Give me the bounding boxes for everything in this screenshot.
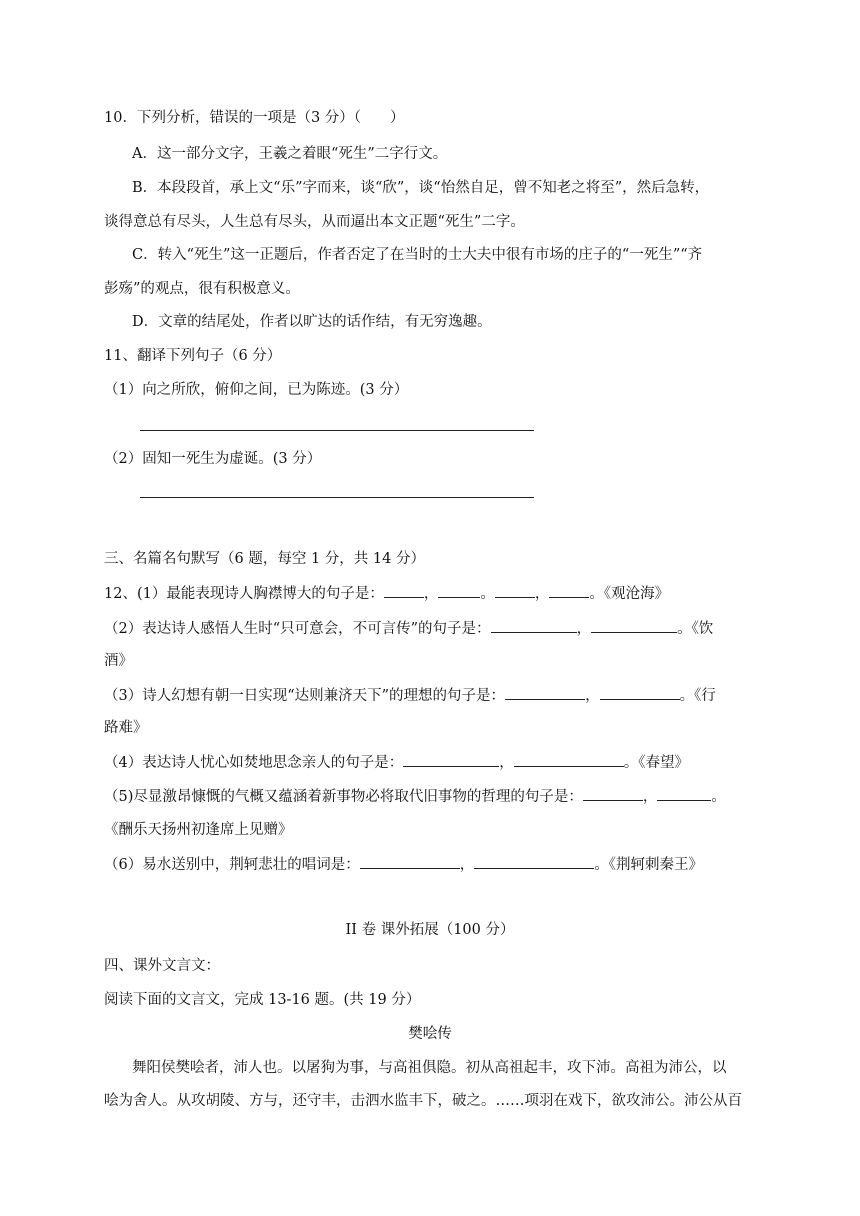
period: 。 — [711, 789, 726, 805]
q11-answer-line-2[interactable] — [140, 497, 534, 498]
q10-option-b-line1: B．本段段首，承上文“乐”字而来，谈“欣”，谈“怡然自足，曾不知老之将至”，然后急转， — [132, 180, 710, 196]
period: 。 — [677, 621, 692, 637]
q12-item-5-prompt: （5)尽显激昂慷慨的气概又蕴涵着新事物必将取代旧事物的哲理的句子是： — [104, 789, 583, 805]
period: 。 — [594, 857, 609, 873]
q12-item-1-blank-2[interactable] — [438, 583, 480, 598]
q12-item-3-prompt: （3）诗人幻想有朝一日实现“达则兼济天下”的理想的句子是： — [104, 688, 506, 704]
period: 。 — [679, 688, 695, 704]
comma: ， — [423, 586, 439, 602]
comma: ， — [499, 755, 514, 771]
q12-item-2 — [104, 618, 713, 639]
q12-item-4-blank-1[interactable] — [403, 752, 499, 767]
q12-item-4-blank-2[interactable] — [514, 752, 624, 767]
q12-item-5-source: 《酬乐天扬州初逢席上见赠》 — [104, 822, 293, 838]
q12-item-3-blank-2[interactable] — [600, 685, 680, 700]
q12-item-5-blank-1[interactable] — [583, 786, 643, 801]
section4-intro: 阅读下面的文言文，完成 13-16 题。(共 19 分） — [104, 992, 421, 1008]
comma: ， — [576, 621, 592, 637]
passage-title: 樊哙传 — [408, 1026, 452, 1042]
q12-item-1-blank-4[interactable] — [549, 583, 589, 598]
q10-option-c-line2: 彭殇”的观点，很有积极意义。 — [104, 281, 300, 297]
q12-item-5-blank-2[interactable] — [657, 786, 711, 801]
q12-item-3 — [104, 685, 716, 706]
q12-item-4 — [104, 752, 689, 773]
q12-item-2-source: 《饮 — [691, 621, 714, 637]
comma: ， — [534, 586, 550, 602]
part2-title: II 卷 课外拓展（100 分） — [345, 922, 515, 938]
q12-item-6-source: 《荆轲刺秦王》 — [608, 857, 703, 873]
q12-item-1-blank-3[interactable] — [495, 583, 535, 598]
q12-item-6-blank-1[interactable] — [360, 854, 460, 869]
passage-line-1: 舞阳侯樊哙者，沛人也。以屠狗为事，与高祖俱隐。初从高祖起丰，攻下沛。高祖为沛公，以 — [132, 1060, 727, 1076]
q12-item-1-prompt: 12、(1）最能表现诗人胸襟博大的句子是： — [104, 586, 384, 602]
q10-option-a: A．这一部分文字，王羲之着眼“死生”二字行文。 — [132, 146, 448, 162]
q12-item-2-blank-1[interactable] — [491, 618, 577, 633]
q10-option-c-line1: C．转入“死生”这一正题后，作者否定了在当时的士大夫中很有市场的庄子的“一死生”“齐 — [132, 247, 703, 263]
q12-item-5 — [104, 786, 726, 807]
q12-item-3-source: 《行 — [694, 688, 716, 704]
q10-option-d: D．文章的结尾处，作者以旷达的话作结，有无穷逸趣。 — [132, 314, 492, 330]
q12-item-2-prompt: （2）表达诗人感悟人生时“只可意会，不可言传”的句子是： — [104, 621, 491, 637]
q11-sentence-2: （2）固知一死生为虚诞。(3 分） — [104, 451, 322, 467]
q11-answer-line-1[interactable] — [140, 430, 534, 431]
q10-stem: 10．下列分析，错误的一项是（3 分）（ ） — [104, 110, 405, 126]
section3-title: 三、名篇名句默写（6 题，每空 1 分，共 14 分） — [104, 551, 425, 567]
comma: ， — [642, 789, 658, 805]
period: 。 — [623, 755, 639, 771]
q12-item-1-source: 《观沧海》 — [603, 586, 670, 602]
comma: ， — [585, 688, 600, 704]
q11-sentence-1: （1）向之所欣，俯仰之间，已为陈迹。(3 分） — [104, 382, 409, 398]
q12-item-6-blank-2[interactable] — [474, 854, 594, 869]
q12-item-3-blank-1[interactable] — [505, 685, 585, 700]
comma: ， — [459, 857, 475, 873]
q12-item-1 — [104, 583, 669, 604]
q12-item-4-prompt: （4）表达诗人忧心如焚地思念亲人的句子是： — [104, 755, 404, 771]
q12-item-2-blank-2[interactable] — [591, 618, 677, 633]
q12-item-1-blank-1[interactable] — [384, 583, 424, 598]
section4-title: 四、课外文言文： — [104, 958, 220, 974]
q11-stem: 11、翻译下列句子（6 分） — [104, 348, 282, 364]
q12-item-2-source-cont: 酒》 — [104, 653, 133, 669]
q12-item-6-prompt: （6）易水送别中，荆轲悲壮的唱词是： — [104, 857, 360, 873]
q12-item-6 — [104, 854, 703, 875]
passage-line-2: 哙为舍人。从攻胡陵、方与，还守丰，击泗水监丰下，破之。……项羽在戏下，欲攻沛公。沛公从百 — [104, 1093, 742, 1109]
period: 。 — [589, 586, 604, 602]
q10-option-b-line2: 谈得意总有尽头，人生总有尽头，从而逼出本文正题“死生”二字。 — [104, 214, 525, 230]
period: 。 — [480, 586, 495, 602]
q12-item-4-source: 《春望》 — [638, 755, 689, 771]
q12-item-3-source-cont: 路难》 — [104, 720, 148, 736]
